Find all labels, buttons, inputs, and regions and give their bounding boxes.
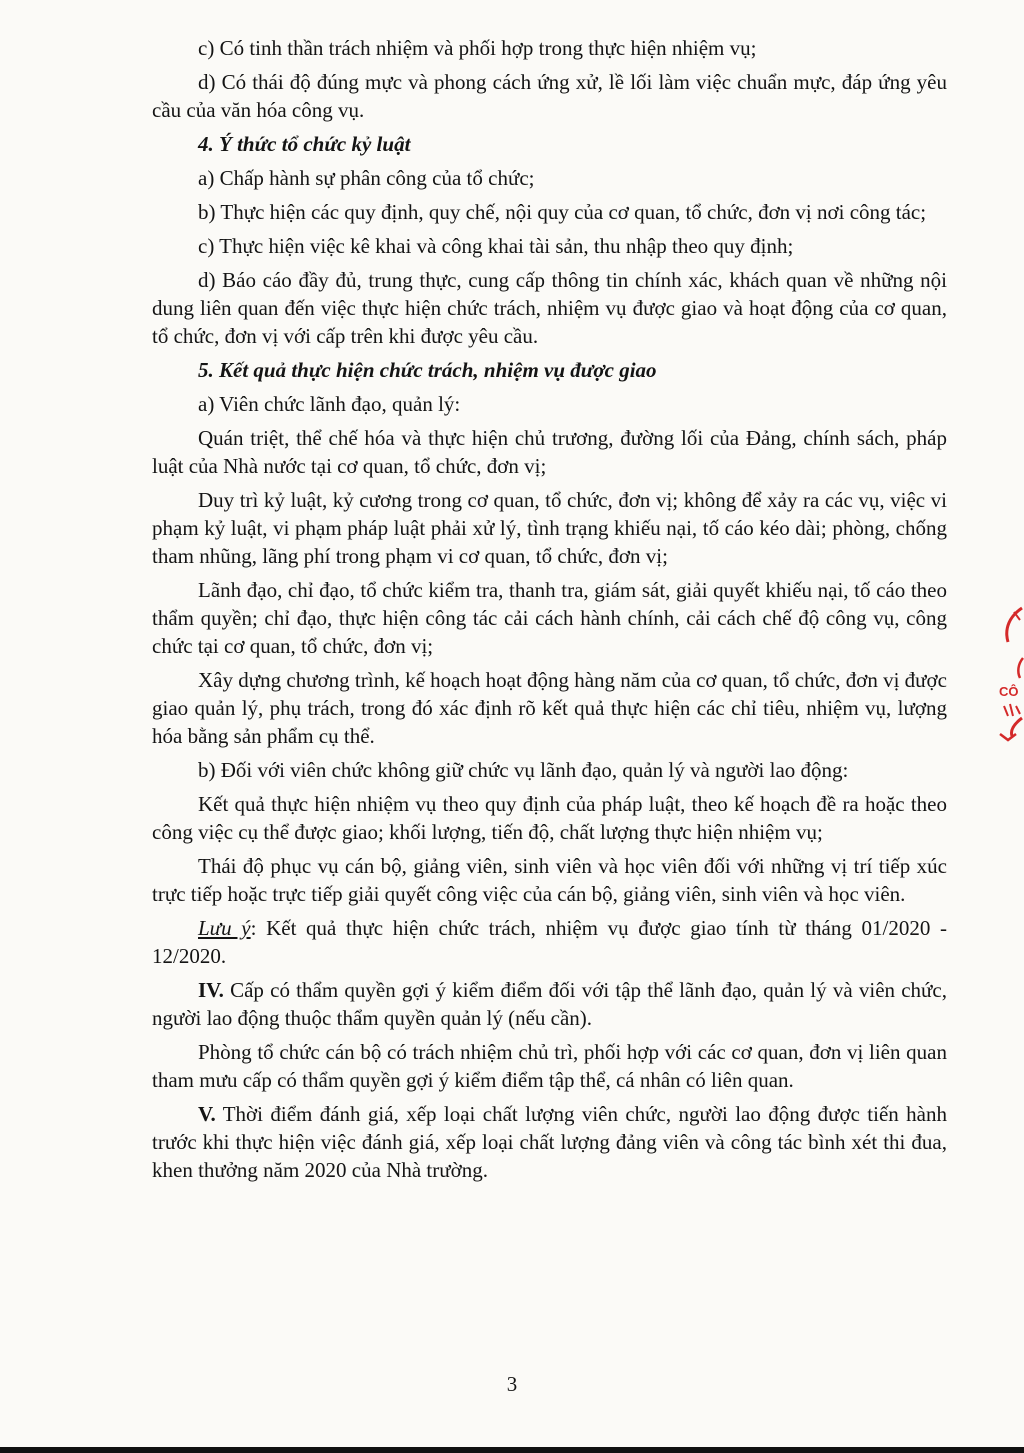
paragraph-5b-item-2: Thái độ phục vụ cán bộ, giảng viên, sinh viên và học viên đối với những vị trí tiếp xúc trực tiếp hoặc trực tiếp giải quyết công việc của cán bộ, giảng viên, sinh viên và học viên. bbox=[152, 854, 947, 906]
paragraph-4c: c) Thực hiện việc kê khai và công khai tài sản, thu nhập theo quy định; bbox=[198, 234, 794, 258]
heading-section-4: 4. Ý thức tổ chức kỷ luật bbox=[198, 132, 411, 156]
section-iv-text: Cấp có thẩm quyền gợi ý kiểm điểm đối với tập thể lãnh đạo, quản lý và viên chức, người lao động thuộc thẩm quyền quản lý (nếu cần). bbox=[152, 978, 947, 1030]
paragraph-5a-item-2: Duy trì kỷ luật, kỷ cương trong cơ quan, tổ chức, đơn vị; không để xảy ra các vụ, việc vi phạm kỷ luật, vi phạm pháp luật phải xử lý, tình trạng khiếu nại, tố cáo kéo dài; phòng, chống tham nhũng, lãng phí trong phạm vi cơ quan, tổ chức, đơn vị; bbox=[152, 488, 947, 568]
section-v-number: V. bbox=[198, 1102, 216, 1126]
heading-section-5: 5. Kết quả thực hiện chức trách, nhiệm vụ được giao bbox=[198, 358, 657, 382]
paragraph-5a-item-3: Lãnh đạo, chỉ đạo, tổ chức kiểm tra, thanh tra, giám sát, giải quyết khiếu nại, tố cáo theo thẩm quyền; chỉ đạo, thực hiện công tác cải cách hành chính, cải cách chế độ công vụ, công chức tại cơ quan, tổ chức, đơn vị; bbox=[152, 578, 947, 658]
document-body bbox=[152, 34, 947, 1190]
section-iv-number: IV. bbox=[198, 978, 224, 1002]
paragraph-4b: b) Thực hiện các quy định, quy chế, nội quy của cơ quan, tổ chức, đơn vị nơi công tác; bbox=[198, 200, 927, 224]
section-iv-paragraph: Phòng tổ chức cán bộ có trách nhiệm chủ trì, phối hợp với các cơ quan, đơn vị liên quan tham mưu cấp có thẩm quyền gợi ý kiểm điểm tập thể, cá nhân có liên quan. bbox=[152, 1040, 947, 1092]
paragraph-1c: c) Có tinh thần trách nhiệm và phối hợp trong thực hiện nhiệm vụ; bbox=[198, 36, 757, 60]
paragraph-5b: b) Đối với viên chức không giữ chức vụ lãnh đạo, quản lý và người lao động: bbox=[198, 758, 849, 782]
seal-fragment-text: CÔ bbox=[999, 684, 1019, 699]
section-iv bbox=[152, 976, 947, 1032]
section-v bbox=[152, 1100, 947, 1184]
section-v-text: Thời điểm đánh giá, xếp loại chất lượng viên chức, người lao động được tiến hành trước khi thực hiện việc đánh giá, xếp loại chất lượng đảng viên và công tác bình xét thi đua, khen thưởng năm 2020 của Nhà trường. bbox=[152, 1102, 947, 1182]
note-text: : Kết quả thực hiện chức trách, nhiệm vụ được giao tính từ tháng 01/2020 - 12/2020. bbox=[152, 916, 947, 968]
seal-fragment-graphic bbox=[996, 598, 1024, 743]
paragraph-4d: d) Báo cáo đầy đủ, trung thực, cung cấp thông tin chính xác, khách quan về những nội dung liên quan đến việc thực hiện chức trách, nhiệm vụ được giao và hoạt động của cơ quan, tổ chức, đơn vị với cấp trên khi được yêu cầu. bbox=[152, 268, 947, 348]
paragraph-5a: a) Viên chức lãnh đạo, quản lý: bbox=[198, 392, 461, 416]
page-number: 3 bbox=[506, 1372, 518, 1396]
note-paragraph bbox=[152, 914, 947, 970]
paragraph-5b-item-1: Kết quả thực hiện nhiệm vụ theo quy định của pháp luật, theo kế hoạch đề ra hoặc theo công việc cụ thể được giao; khối lượng, tiến độ, chất lượng thực hiện nhiệm vụ; bbox=[152, 792, 947, 844]
note-label: Lưu ý bbox=[198, 916, 251, 940]
red-seal-fragment bbox=[996, 598, 1024, 743]
paragraph-5a-item-1: Quán triệt, thể chế hóa và thực hiện chủ trương, đường lối của Đảng, chính sách, pháp luật của Nhà nước tại cơ quan, tổ chức, đơn vị; bbox=[152, 426, 947, 478]
paragraph-5a-item-4: Xây dựng chương trình, kế hoạch hoạt động hàng năm của cơ quan, tổ chức, đơn vị được giao quản lý, phụ trách, trong đó xác định rõ kết quả thực hiện các chỉ tiêu, nhiệm vụ, lượng hóa bằng sản phẩm cụ thể. bbox=[152, 668, 947, 748]
paragraph-1d: d) Có thái độ đúng mực và phong cách ứng xử, lề lối làm việc chuẩn mực, đáp ứng yêu cầu của văn hóa công vụ. bbox=[152, 70, 947, 122]
paragraph-4a: a) Chấp hành sự phân công của tổ chức; bbox=[198, 166, 535, 190]
